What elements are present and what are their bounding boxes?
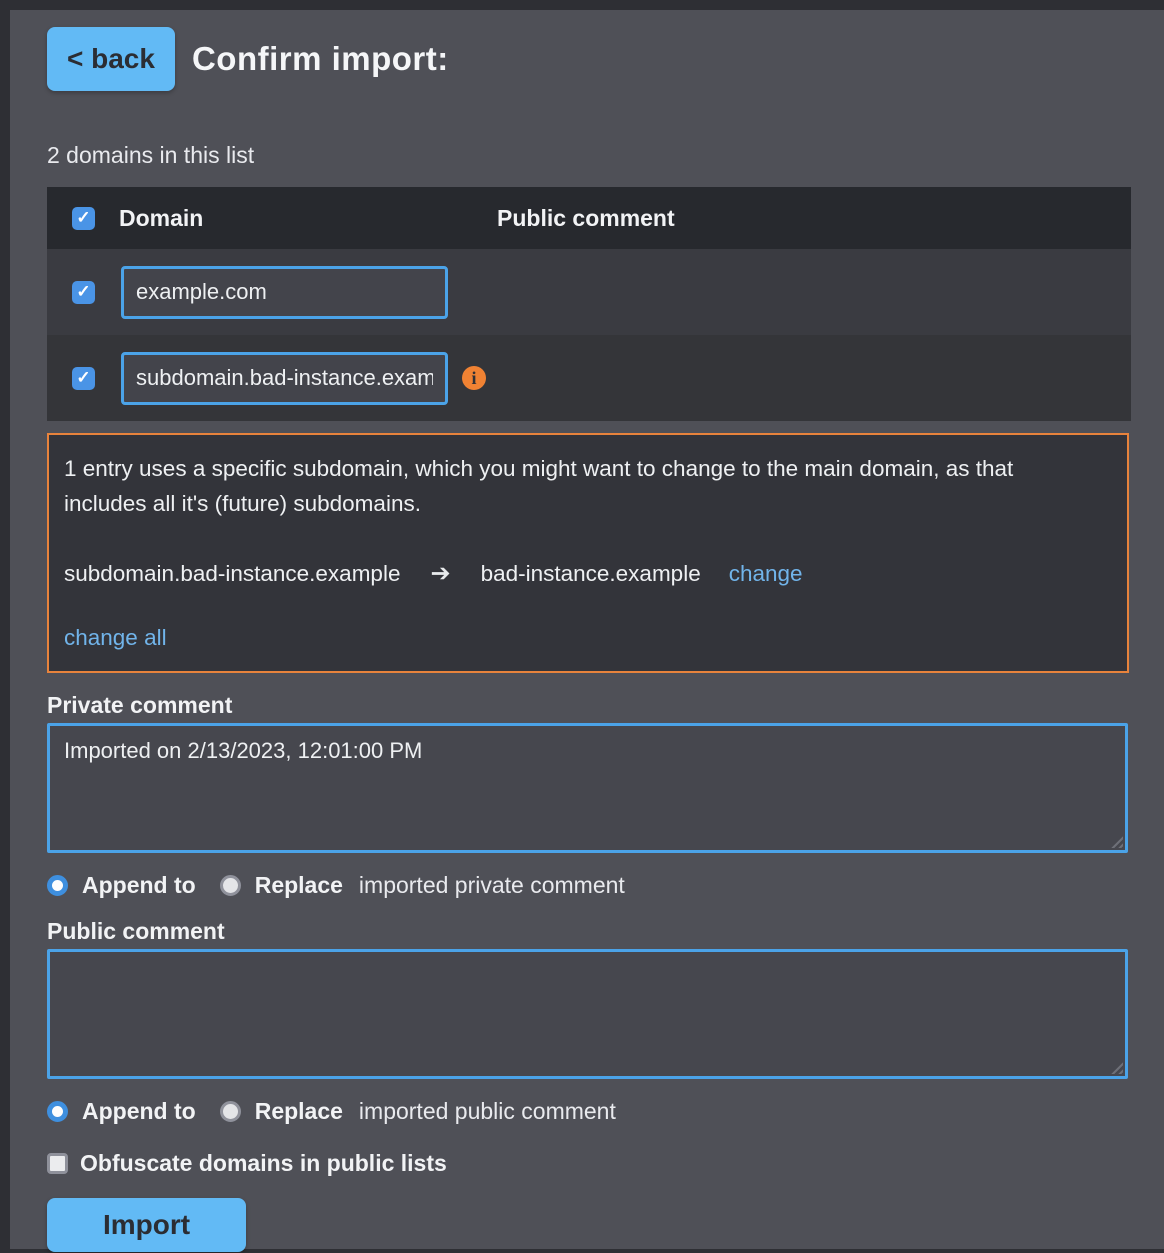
private-comment-textarea[interactable]	[47, 723, 1128, 853]
public-replace-radio[interactable]	[220, 1101, 241, 1122]
public-mode-suffix-text: imported public comment	[358, 1098, 616, 1124]
public-replace-label[interactable]: Replace	[254, 1098, 343, 1124]
mapping-to-domain: bad-instance.example	[480, 560, 701, 586]
private-append-radio[interactable]	[47, 875, 68, 896]
change-link[interactable]: change	[728, 560, 803, 586]
import-button[interactable]: Import	[47, 1198, 246, 1252]
domain-input[interactable]	[121, 266, 448, 319]
check-icon: ✓	[76, 282, 91, 301]
domain-table	[47, 187, 1131, 421]
row-checkbox[interactable]	[72, 281, 95, 304]
change-all-row	[64, 625, 1087, 651]
private-mode-suffix-text: imported private comment	[358, 872, 625, 898]
mapping-from-domain: subdomain.bad-instance.example	[64, 560, 401, 586]
back-button[interactable]: < back	[47, 27, 175, 91]
public-comment-label: Public comment	[47, 918, 225, 944]
domain-count-text: 2 domains in this list	[47, 142, 255, 168]
obfuscate-checkbox[interactable]	[47, 1153, 68, 1174]
warning-message: 1 entry uses a specific subdomain, which you might want to change to the main domain, as that includes all it's (future) subdomains.	[64, 456, 1014, 516]
page-title: Confirm import:	[191, 40, 449, 77]
private-comment-mode-row	[47, 872, 1138, 899]
check-icon: ✓	[76, 368, 91, 387]
change-all-link[interactable]: change all	[64, 625, 167, 650]
page-header	[37, 27, 1138, 91]
public-comment-mode-row	[47, 1098, 1138, 1125]
public-append-label[interactable]: Append to	[82, 1098, 196, 1124]
domain-input[interactable]	[121, 352, 448, 405]
subdomain-mapping-row	[64, 559, 1087, 588]
private-comment-wrap	[47, 723, 1128, 853]
private-replace-radio[interactable]	[220, 875, 241, 896]
select-all-checkbox[interactable]	[72, 207, 95, 230]
check-icon: ✓	[76, 208, 91, 227]
public-comment-textarea[interactable]	[47, 949, 1128, 1079]
confirm-import-page	[10, 10, 1164, 1249]
obfuscate-option-row	[47, 1150, 1138, 1177]
obfuscate-label[interactable]: Obfuscate domains in public lists	[80, 1150, 447, 1176]
row-checkbox[interactable]	[72, 367, 95, 390]
domain-column-header: Domain	[119, 204, 204, 231]
table-row	[47, 249, 1131, 335]
table-row	[47, 335, 1131, 421]
private-append-label[interactable]: Append to	[82, 872, 196, 898]
private-replace-label[interactable]: Replace	[254, 872, 343, 898]
public-comment-wrap	[47, 949, 1128, 1079]
public-comment-column-header: Public comment	[497, 204, 675, 231]
table-header-row	[47, 187, 1131, 249]
info-icon[interactable]: i	[462, 366, 486, 390]
arrow-right-icon: ➔	[430, 560, 451, 587]
private-comment-label: Private comment	[47, 692, 233, 718]
subdomain-warning-box	[47, 433, 1129, 673]
public-append-radio[interactable]	[47, 1101, 68, 1122]
